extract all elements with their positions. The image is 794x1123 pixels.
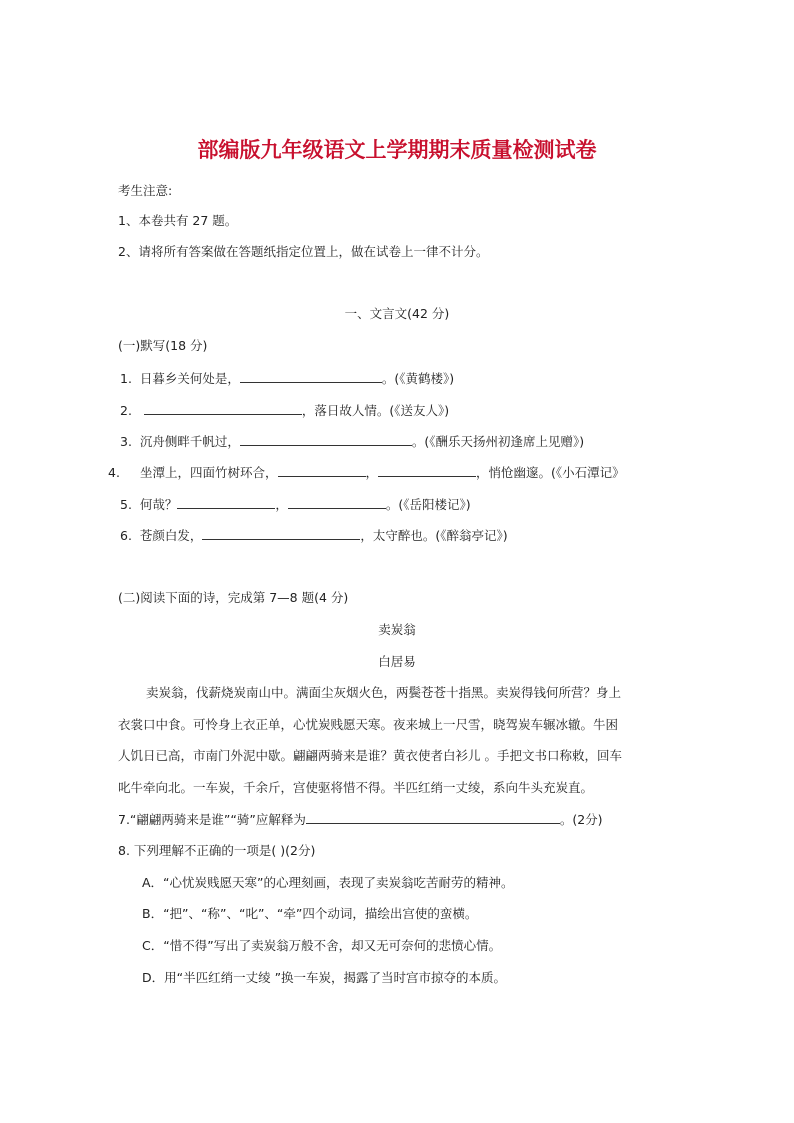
question-source: ，落日故人情。(《送友人》)	[301, 403, 450, 418]
option-a: A．“心忧炭贱愿天寒”的心理刻画，表现了卖炭翁吃苦耐劳的精神。	[142, 875, 514, 890]
notice-heading: 考生注意:	[118, 183, 173, 198]
question-3	[120, 433, 584, 449]
notice-item: 1、本卷共有 27 题。	[118, 213, 238, 228]
question-6	[120, 527, 508, 543]
question-text: 何哉？	[139, 497, 178, 512]
option-c: C．“惜不得”写出了卖炭翁万般不舍，却又无可奈何的悲愤心情。	[142, 938, 502, 953]
notice-item: 2、请将所有答案做在答题纸指定位置上，做在试卷上一律不计分。	[118, 244, 489, 259]
question-text: 苍颜白发，	[139, 528, 203, 543]
answer-blank[interactable]	[202, 527, 360, 540]
poem-line: 叱牛牵向北。一车炭，千余斤，宫使驱将惜不得。半匹红绡一丈绫，系向牛头充炭直。	[118, 780, 594, 795]
question-text: 坐潭上，四面竹树环合，	[140, 465, 278, 480]
answer-blank[interactable]	[288, 496, 386, 509]
answer-blank[interactable]	[378, 464, 476, 477]
question-number: 1.	[120, 371, 132, 386]
subsection-heading: (一)默写(18 分)	[118, 338, 208, 353]
question-source: ，悄怆幽邃。(《小石潭记》	[476, 465, 625, 480]
answer-blank[interactable]	[177, 496, 275, 509]
page-title: 部编版九年级语文上学期期末质量检测试卷	[197, 138, 597, 162]
question-source: ，太守醉也。(《醉翁亭记》)	[360, 528, 508, 543]
poem-author: 白居易	[378, 654, 416, 669]
question-7	[118, 811, 603, 827]
answer-blank[interactable]	[240, 433, 412, 446]
poem-title: 卖炭翁	[378, 622, 416, 637]
question-number: 5.	[120, 497, 132, 512]
question-source: 。(《黄鹤楼》)	[381, 371, 455, 386]
question-text: 日暮乡关何处是，	[139, 371, 240, 386]
question-number: 4.	[108, 465, 120, 480]
question-sep: ，	[275, 497, 288, 512]
poem-line: 衣裳口中食。可怜身上衣正单，心忧炭贱愿天寒。夜来城上一尺雪，晓驾炭车辗冰辙。牛困	[118, 717, 619, 732]
question-8-stem: 8. 下列理解不正确的一项是( )(2分)	[118, 843, 316, 858]
question-2	[120, 402, 449, 418]
option-d: D．用“半匹红绡一丈绫 ”换一车炭，揭露了当时宫市掠夺的本质。	[142, 970, 507, 985]
poem-line: 人饥日已高，市南门外泥中歇。翩翩两骑来是谁？黄衣使者白衫儿 。手把文书口称敕，回车	[118, 748, 622, 763]
answer-blank[interactable]	[306, 811, 560, 824]
question-points: 。(2分)	[559, 812, 603, 827]
answer-blank[interactable]	[144, 402, 302, 415]
option-b: B．“把”、“称”、“叱”、“牵”四个动词，描绘出宫使的蛮横。	[142, 906, 478, 921]
poem-line: 卖炭翁，伐薪烧炭南山中。满面尘灰烟火色，两鬓苍苍十指黑。卖炭得钱何所营？身上	[146, 685, 622, 700]
question-5	[120, 496, 471, 512]
question-1	[120, 370, 454, 386]
question-sep: ，	[365, 465, 379, 480]
question-4	[108, 464, 625, 480]
question-source: 。(《酬乐天扬州初逢席上见赠》)	[411, 434, 585, 449]
question-number: 3.	[120, 434, 132, 449]
subsection-heading: (二)阅读下面的诗，完成第 7—8 题(4 分)	[118, 590, 349, 605]
question-text: 7.“翩翩两骑来是谁”“骑”应解释为	[118, 812, 306, 827]
answer-blank[interactable]	[278, 464, 366, 477]
question-number: 6.	[120, 528, 132, 543]
answer-blank[interactable]	[240, 370, 382, 383]
question-source: 。(《岳阳楼记》)	[385, 497, 471, 512]
section-heading: 一、文言文(42 分)	[344, 306, 450, 321]
question-text: 沉舟侧畔千帆过，	[139, 434, 240, 449]
question-number: 2.	[120, 403, 132, 418]
